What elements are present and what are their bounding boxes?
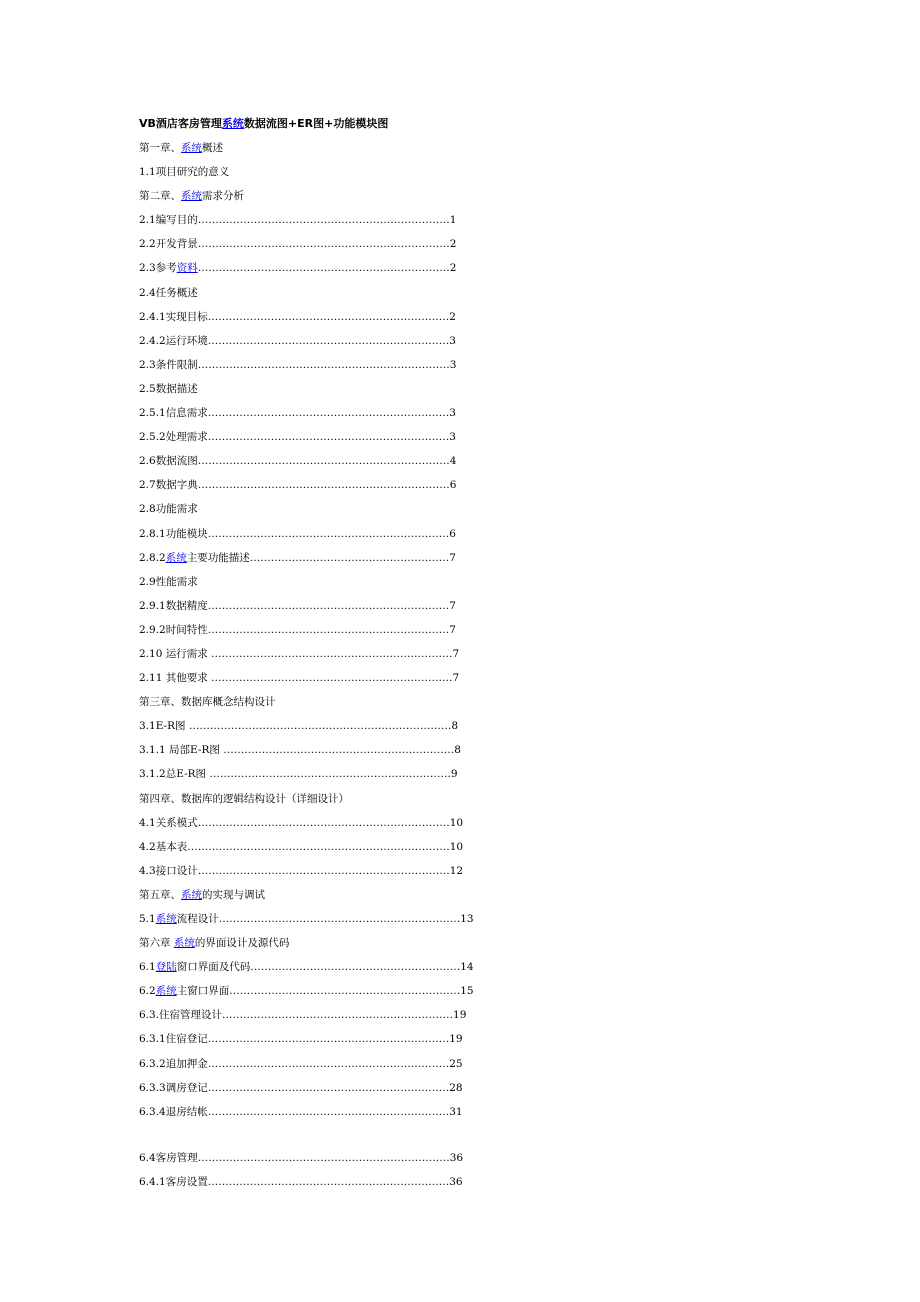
- toc-line: [139, 501, 839, 525]
- toc-line: [139, 188, 839, 212]
- toc-text: 3.1E-R图 …………………………………………………………………8: [139, 720, 459, 733]
- table-of-contents: [139, 140, 839, 1198]
- toc-text: 2.8.1功能模块……………………………………………………………6: [139, 527, 456, 540]
- toc-line: [139, 983, 839, 1007]
- toc-line: [139, 285, 839, 309]
- toc-text: 主窗口界面…………………………………………………………15: [176, 985, 474, 998]
- toc-text: 2.4任务概述: [139, 286, 198, 299]
- toc-line: [139, 839, 839, 863]
- toc-line: [139, 598, 839, 622]
- toc-text: 2.6数据流图………………………………………………………………4: [139, 455, 457, 468]
- toc-text: 6.3.1住宿登记……………………………………………………………19: [139, 1033, 463, 1046]
- document-title: [139, 116, 839, 140]
- toc-line: [139, 935, 839, 959]
- toc-text: 6.4客房管理………………………………………………………………36: [139, 1151, 464, 1164]
- toc-text: 的界面设计及源代码: [194, 937, 290, 950]
- toc-line: [139, 1031, 839, 1055]
- toc-line: [139, 429, 839, 453]
- toc-text: 4.1关系模式………………………………………………………………10: [139, 816, 464, 829]
- toc-text: 6.3.住宿管理设计…………………………………………………………19: [139, 1009, 467, 1022]
- toc-line: [139, 333, 839, 357]
- toc-text: 2.5.2处理需求……………………………………………………………3: [139, 431, 456, 444]
- toc-line: [139, 646, 839, 670]
- toc-text: 2.5数据描述: [139, 382, 198, 395]
- toc-text: 2.9.1数据精度……………………………………………………………7: [139, 599, 456, 612]
- title-link[interactable]: 系统: [221, 117, 244, 130]
- toc-text: 需求分析: [202, 190, 244, 203]
- toc-line: [139, 381, 839, 405]
- toc-text: 2.8功能需求: [139, 503, 198, 516]
- toc-link[interactable]: 系统: [173, 937, 195, 950]
- toc-line: [139, 1007, 839, 1031]
- toc-line: [139, 550, 839, 574]
- toc-text: 2.4.2运行环境……………………………………………………………3: [139, 334, 456, 347]
- toc-text: 6.3.3调房登记……………………………………………………………28: [139, 1081, 463, 1094]
- toc-line: [139, 815, 839, 839]
- toc-text: 3.1.1 局部E-R图 …………………………………………………………8: [139, 744, 461, 757]
- toc-text: 2.9.2时间特性……………………………………………………………7: [139, 623, 456, 636]
- toc-text: 6.4.1客房设置……………………………………………………………36: [139, 1175, 463, 1188]
- toc-text: 2.10 运行需求 ……………………………………………………………7: [139, 647, 460, 660]
- title-text-before: VB酒店客房管理: [139, 117, 222, 130]
- toc-line: [139, 574, 839, 598]
- toc-line: [139, 622, 839, 646]
- toc-line: [139, 526, 839, 550]
- toc-text: 6.3.2追加押金……………………………………………………………25: [139, 1057, 463, 1070]
- toc-line: [139, 1056, 839, 1080]
- toc-line: [139, 236, 839, 260]
- toc-text: 2.5.1信息需求……………………………………………………………3: [139, 407, 456, 420]
- toc-line: [139, 742, 839, 766]
- toc-text: 4.2基本表…………………………………………………………………10: [139, 840, 464, 853]
- toc-line: [139, 140, 839, 164]
- toc-line: [139, 887, 839, 911]
- title-text-after: 数据流图+ER图+功能模块图: [243, 117, 389, 130]
- toc-line: [139, 670, 839, 694]
- toc-text: 第一章、: [139, 142, 181, 154]
- toc-text: 6.2: [139, 985, 156, 998]
- toc-line: [139, 791, 839, 815]
- toc-line: [139, 1150, 839, 1174]
- toc-link[interactable]: 系统: [155, 913, 177, 925]
- toc-text: 概述: [202, 142, 223, 154]
- toc-line: [139, 1174, 839, 1198]
- toc-line: [139, 477, 839, 501]
- toc-line: [139, 212, 839, 236]
- toc-line: [139, 766, 839, 790]
- toc-text: 2.2开发背景………………………………………………………………2: [139, 238, 457, 251]
- toc-link[interactable]: 系统: [155, 985, 177, 998]
- blank-line: [139, 1128, 839, 1150]
- toc-line: [139, 863, 839, 887]
- toc-text: 第二章、: [139, 190, 181, 203]
- toc-line: [139, 405, 839, 429]
- toc-text: 3.1.2总E-R图 ……………………………………………………………9: [139, 768, 458, 781]
- toc-text: 窗口界面及代码……………………………………………………14: [176, 961, 474, 974]
- toc-text: 流程设计……………………………………………………………13: [176, 913, 474, 925]
- toc-text: 第三章、数据库概念结构设计: [139, 696, 276, 709]
- toc-text: 2.3条件限制………………………………………………………………3: [139, 358, 457, 371]
- toc-text: 2.7数据字典………………………………………………………………6: [139, 479, 457, 492]
- toc-text: 2.8.2: [139, 551, 166, 564]
- toc-text: 6.3.4退房结帐……………………………………………………………31: [139, 1105, 463, 1118]
- document-body: [139, 116, 839, 1198]
- toc-text: 2.1编写目的………………………………………………………………1: [139, 214, 457, 227]
- toc-text: 1.1项目研究的意义: [139, 166, 230, 179]
- toc-text: 5.1: [139, 913, 156, 925]
- toc-text: 的实现与调试: [202, 888, 265, 901]
- toc-text: 第六章: [139, 937, 174, 950]
- toc-line: [139, 718, 839, 742]
- toc-text: 2.3参考: [139, 262, 177, 275]
- toc-line: [139, 959, 839, 983]
- toc-line: [139, 1104, 839, 1128]
- toc-text: 第五章、: [139, 888, 181, 901]
- toc-text: ………………………………………………………………2: [197, 262, 457, 275]
- toc-line: [139, 453, 839, 477]
- toc-text: 2.4.1实现目标……………………………………………………………2: [139, 310, 456, 323]
- toc-text: 2.9性能需求: [139, 575, 198, 588]
- toc-line: [139, 694, 839, 718]
- toc-line: [139, 260, 839, 284]
- toc-text: 第四章、数据库的逻辑结构设计（详细设计）: [139, 792, 349, 805]
- toc-line: [139, 164, 839, 188]
- toc-line: [139, 1080, 839, 1104]
- toc-link[interactable]: 系统: [181, 142, 202, 154]
- toc-link[interactable]: 系统: [181, 190, 202, 203]
- toc-line: [139, 911, 839, 935]
- toc-link[interactable]: 资料: [176, 262, 198, 275]
- toc-line: [139, 309, 839, 333]
- toc-link[interactable]: 系统: [181, 888, 202, 901]
- toc-line: [139, 357, 839, 381]
- toc-link[interactable]: 系统: [165, 551, 187, 564]
- toc-link[interactable]: 登陆: [155, 961, 177, 974]
- toc-text: 2.11 其他要求 ……………………………………………………………7: [139, 672, 460, 685]
- toc-text: 4.3接口设计………………………………………………………………12: [139, 864, 464, 877]
- toc-text: 主要功能描述…………………………………………………7: [186, 551, 456, 564]
- toc-text: 6.1: [139, 961, 156, 974]
